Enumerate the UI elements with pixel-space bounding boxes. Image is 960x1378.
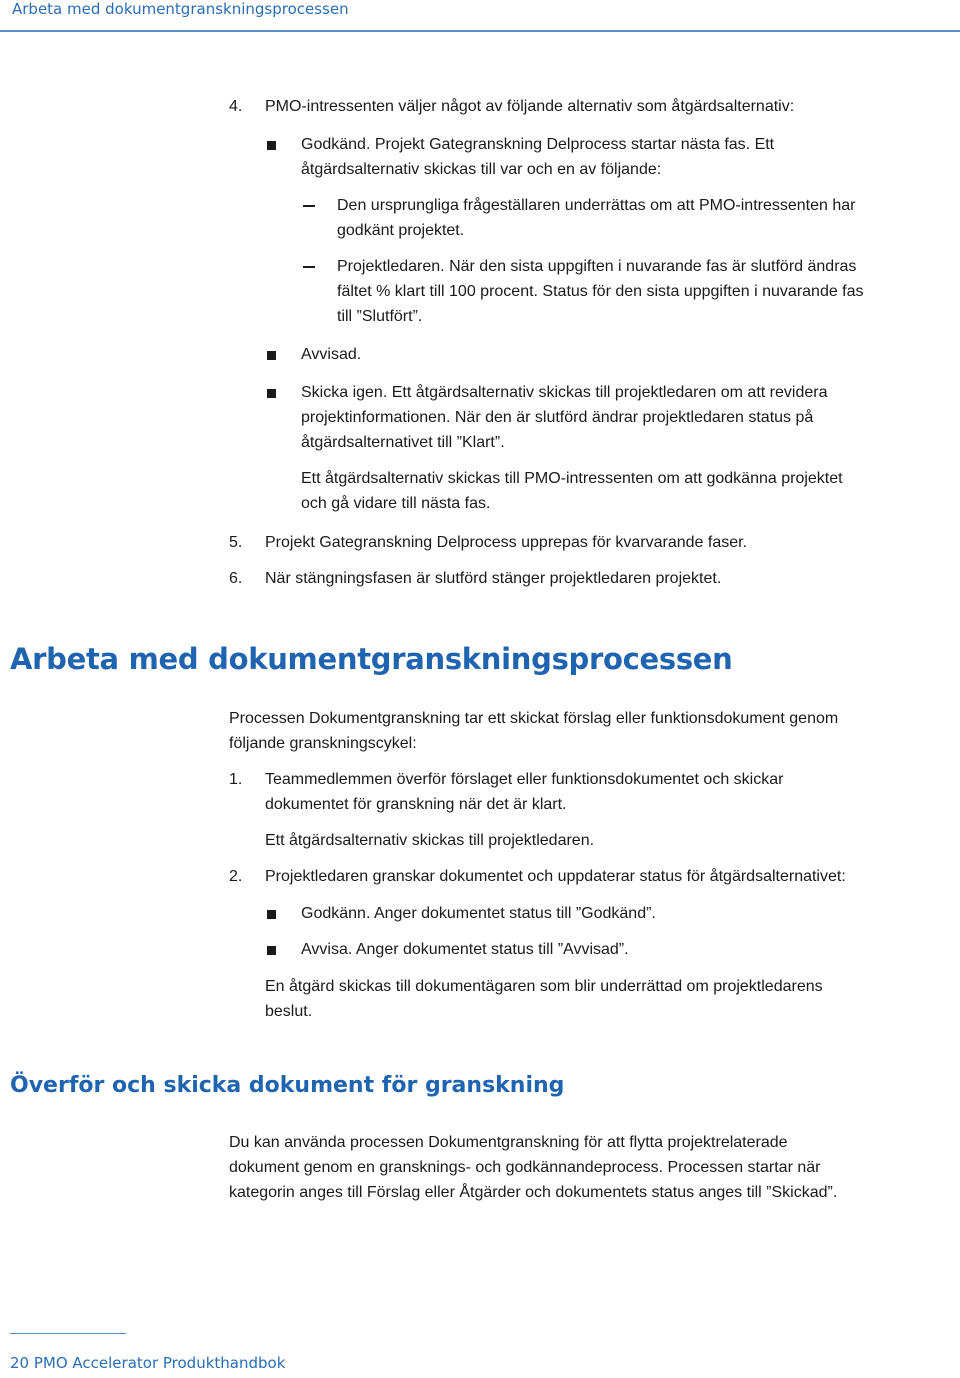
step-4-text: PMO-intressenten väljer något av följande alternativ som åtgärdsalternativ:	[265, 98, 795, 115]
approved-sub1-line2: godkänt projektet.	[337, 222, 465, 239]
resend-option-line3: åtgärdsalternativet till ”Klart”.	[301, 434, 505, 451]
resend-note-line2: och gå vidare till nästa fas.	[301, 495, 491, 512]
footer-divider	[10, 1333, 126, 1334]
section1-step-2-text: Projektledaren granskar dokumentet och uppdaterar status för åtgärdsalternativet:	[265, 868, 846, 885]
section1-step-2-note-line1: En åtgärd skickas till dokumentägaren som blir underrättad om projektledarens	[265, 978, 823, 995]
header-divider	[0, 30, 960, 32]
bullet-icon	[267, 351, 276, 360]
section1-intro-line1: Processen Dokumentgranskning tar ett skickat förslag eller funktionsdokument genom	[229, 710, 839, 727]
bullet-icon	[267, 389, 276, 398]
section1-step-1-note: Ett åtgärdsalternativ skickas till projektledaren.	[265, 832, 595, 849]
resend-option-line2: projektinformationen. När den är slutförd ändrar projektledaren status på	[301, 409, 814, 426]
approve-option: Godkänn. Anger dokumentet status till ”Godkänd”.	[301, 905, 656, 922]
bullet-icon	[267, 141, 276, 150]
section2-line2: dokument genom en gransknings- och godkännandeprocess. Processen startar när	[229, 1159, 821, 1176]
section-heading-document-review: Arbeta med dokumentgranskningsprocessen	[10, 642, 733, 676]
step-5-number: 5.	[229, 534, 243, 551]
step-6-text: När stängningsfasen är slutförd stänger projektledaren projektet.	[265, 570, 722, 587]
approved-sub2-line1: Projektledaren. När den sista uppgiften i nuvarande fas är slutförd ändras	[337, 258, 857, 275]
step-5-text: Projekt Gategranskning Delprocess upprepas för kvarvarande faser.	[265, 534, 748, 551]
approved-sub2-line2: fältet % klart till 100 procent. Status för den sista uppgiften i nuvarande fas	[337, 283, 864, 300]
reject-option: Avvisa. Anger dokumentet status till ”Avvisad”.	[301, 941, 629, 958]
section-heading-upload-submit: Överför och skicka dokument för granskning	[10, 1073, 565, 1098]
section1-step-2-note-line2: beslut.	[265, 1003, 313, 1020]
running-header: Arbeta med dokumentgranskningsprocessen	[12, 0, 349, 18]
section1-step-2-number: 2.	[229, 868, 243, 885]
section2-line1: Du kan använda processen Dokumentgranskning för att flytta projektrelaterade	[229, 1134, 788, 1151]
approved-option-line2: åtgärdsalternativ skickas till var och en av följande:	[301, 161, 662, 178]
approved-option-line1: Godkänd. Projekt Gategranskning Delprocess startar nästa fas. Ett	[301, 136, 775, 153]
dash-icon	[303, 266, 315, 268]
resend-note-line1: Ett åtgärdsalternativ skickas till PMO-intressenten om att godkänna projektet	[301, 470, 843, 487]
step-4-number: 4.	[229, 98, 243, 115]
approved-sub1-line1: Den ursprungliga frågeställaren underrättas om att PMO-intressenten har	[337, 197, 856, 214]
resend-option-line1: Skicka igen. Ett åtgärdsalternativ skickas till projektledaren om att revidera	[301, 384, 828, 401]
dash-icon	[303, 205, 315, 207]
section1-step-1-line2: dokumentet för granskning när det är klart.	[265, 796, 567, 813]
section1-intro-line2: följande granskningscykel:	[229, 735, 417, 752]
page-footer: 20 PMO Accelerator Produkthandbok	[10, 1354, 286, 1372]
step-6-number: 6.	[229, 570, 243, 587]
section1-step-1-line1: Teammedlemmen överför förslaget eller funktionsdokumentet och skickar	[265, 771, 784, 788]
approved-sub2-line3: till ”Slutfört”.	[337, 308, 423, 325]
rejected-option: Avvisad.	[301, 346, 362, 363]
bullet-icon	[267, 946, 276, 955]
section1-step-1-number: 1.	[229, 771, 243, 788]
section2-line3: kategorin anges till Förslag eller Åtgärder och dokumentets status anges till ”Skickad”.	[229, 1184, 838, 1201]
bullet-icon	[267, 910, 276, 919]
